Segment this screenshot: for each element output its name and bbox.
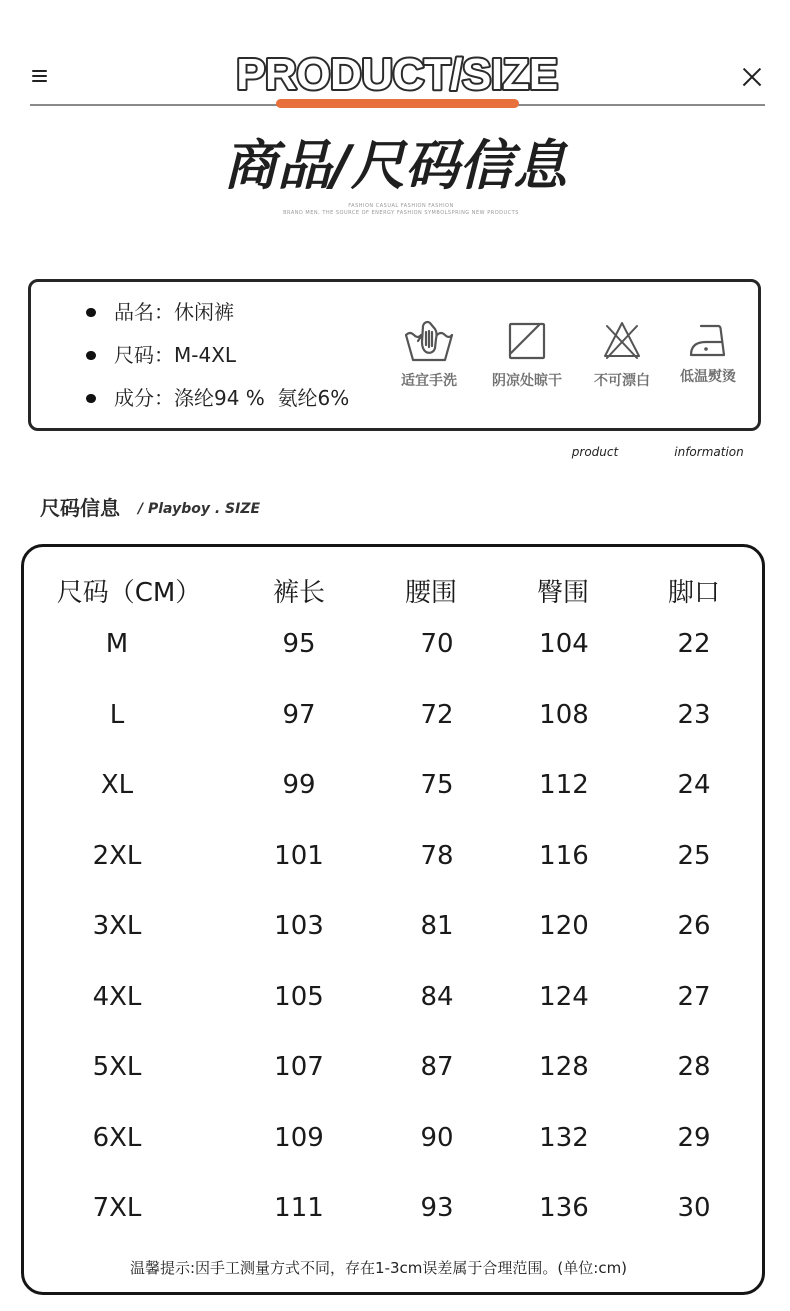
waist-cell: 75: [420, 770, 454, 800]
hip-cell: 108: [539, 699, 589, 730]
leg-opening-cell: 25: [677, 840, 711, 871]
leg-opening-cell: 26: [677, 911, 711, 941]
do-not-bleach-icon: [602, 320, 642, 360]
measurement-note: 温馨提示:因手工测量方式不同，存在1-3cm误差属于合理范围。(单位:cm): [130, 1259, 628, 1277]
size-cell: M: [105, 629, 129, 659]
pants-length-cell: 109: [274, 1122, 324, 1153]
tagline-1: FASHION CASUAL FASHION FASHION: [348, 203, 454, 209]
care-item-dry-in-shade: [487, 318, 567, 392]
waist-cell: 90: [420, 1122, 454, 1153]
pants-length-cell: 97: [282, 699, 316, 730]
info-item-material: [86, 386, 386, 410]
leg-opening-cell: 24: [677, 770, 711, 800]
size-cell: 2XL: [92, 840, 142, 871]
bullet-dot: [86, 351, 96, 361]
size-cell: 5XL: [92, 1052, 142, 1082]
waist-cell: 93: [420, 1193, 454, 1223]
size-cell: 6XL: [92, 1122, 142, 1153]
pants-length-cell: 111: [274, 1193, 324, 1223]
info-item-text: [114, 300, 234, 324]
caption-information: information: [674, 445, 744, 459]
waist-cell: 72: [420, 699, 454, 730]
waist-cell: 70: [420, 629, 454, 659]
size-cell: 7XL: [92, 1193, 142, 1223]
page-title-en: PRODUCT/SIZE: [236, 50, 558, 98]
size-cell: XL: [100, 770, 134, 800]
table-row: [0, 1192, 790, 1224]
info-item-name: [86, 300, 386, 324]
header-size: 尺码（CM）: [56, 578, 202, 608]
pants-length-cell: 107: [274, 1052, 324, 1082]
leg-opening-cell: 27: [677, 981, 711, 1012]
leg-opening-cell: 23: [677, 699, 711, 730]
table-row: [0, 981, 790, 1013]
info-item-size: [86, 343, 386, 367]
pants-length-cell: 99: [282, 770, 316, 800]
pants-length-cell: 103: [274, 911, 324, 941]
info-label: 品名：: [114, 300, 174, 324]
dry-in-shade-icon: [508, 322, 546, 360]
hip-cell: 112: [539, 770, 589, 800]
care-item-hand-wash: [389, 318, 469, 392]
waist-cell: 87: [420, 1052, 454, 1082]
info-label: 成分：: [114, 386, 174, 410]
pants-length-cell: 105: [274, 981, 324, 1012]
waist-cell: 84: [420, 981, 454, 1012]
bullet-dot: [86, 394, 96, 404]
leg-opening-cell: 28: [677, 1052, 711, 1082]
page-title-en-wrapper: [0, 48, 790, 98]
waist-cell: 81: [420, 911, 454, 941]
tagline-2: BRAND MEN, THE SOURCE OF ENERGY FASHION SYMBOLSPRING NEW PRODUCTS: [283, 210, 519, 216]
info-value: 休闲裤: [174, 300, 234, 324]
info-item-text: [114, 386, 349, 410]
table-row: [0, 1122, 790, 1154]
caption-product: product: [571, 445, 619, 459]
pants-length-cell: 101: [274, 840, 324, 871]
header-leg-opening: 脚口: [667, 578, 720, 608]
section-title: 尺码信息: [40, 496, 120, 520]
care-item-do-not-bleach: [582, 318, 662, 392]
header-pants-length: 裤长: [272, 578, 325, 608]
info-label: 尺码：: [114, 343, 174, 367]
care-item-low-heat-iron: [668, 316, 748, 390]
close-icon[interactable]: [741, 66, 763, 88]
table-row: [0, 910, 790, 942]
hip-cell: 120: [539, 911, 589, 941]
low-heat-iron-icon: [688, 322, 728, 360]
table-row: [0, 699, 790, 731]
hip-cell: 104: [539, 629, 589, 659]
hip-cell: 136: [539, 1193, 589, 1223]
care-label: 不可漂白: [594, 373, 650, 389]
header-hip: 臀围: [536, 578, 589, 608]
bullet-dot: [86, 308, 96, 318]
info-value: 涤纶94 % 氨纶6%: [174, 386, 350, 410]
table-row: [0, 1051, 790, 1083]
hip-cell: 124: [539, 981, 589, 1012]
hip-cell: 116: [539, 840, 589, 871]
waist-cell: 78: [420, 840, 454, 871]
leg-opening-cell: 22: [677, 629, 711, 659]
care-label: 低温熨烫: [680, 369, 736, 385]
care-label: 适宜手洗: [401, 373, 457, 389]
hip-cell: 132: [539, 1122, 589, 1153]
size-cell: 4XL: [92, 981, 142, 1012]
size-cell: L: [109, 699, 125, 730]
info-item-text: [114, 343, 236, 367]
section-subtitle: / Playboy . SIZE: [138, 501, 261, 517]
care-label: 阴凉处晾干: [492, 373, 562, 389]
pants-length-cell: 95: [282, 629, 316, 659]
table-row: [0, 628, 790, 660]
table-row: [0, 840, 790, 872]
header-waist: 腰围: [404, 578, 457, 608]
hand-wash-icon: [402, 320, 456, 362]
title-accent-bar: [276, 99, 519, 108]
page-title-cn: 商品/尺码信息: [223, 134, 567, 197]
hip-cell: 128: [539, 1052, 589, 1082]
leg-opening-cell: 29: [677, 1122, 711, 1153]
table-row: [0, 769, 790, 801]
leg-opening-cell: 30: [677, 1193, 711, 1223]
info-value: M-4XL: [174, 343, 237, 367]
size-cell: 3XL: [92, 911, 142, 941]
